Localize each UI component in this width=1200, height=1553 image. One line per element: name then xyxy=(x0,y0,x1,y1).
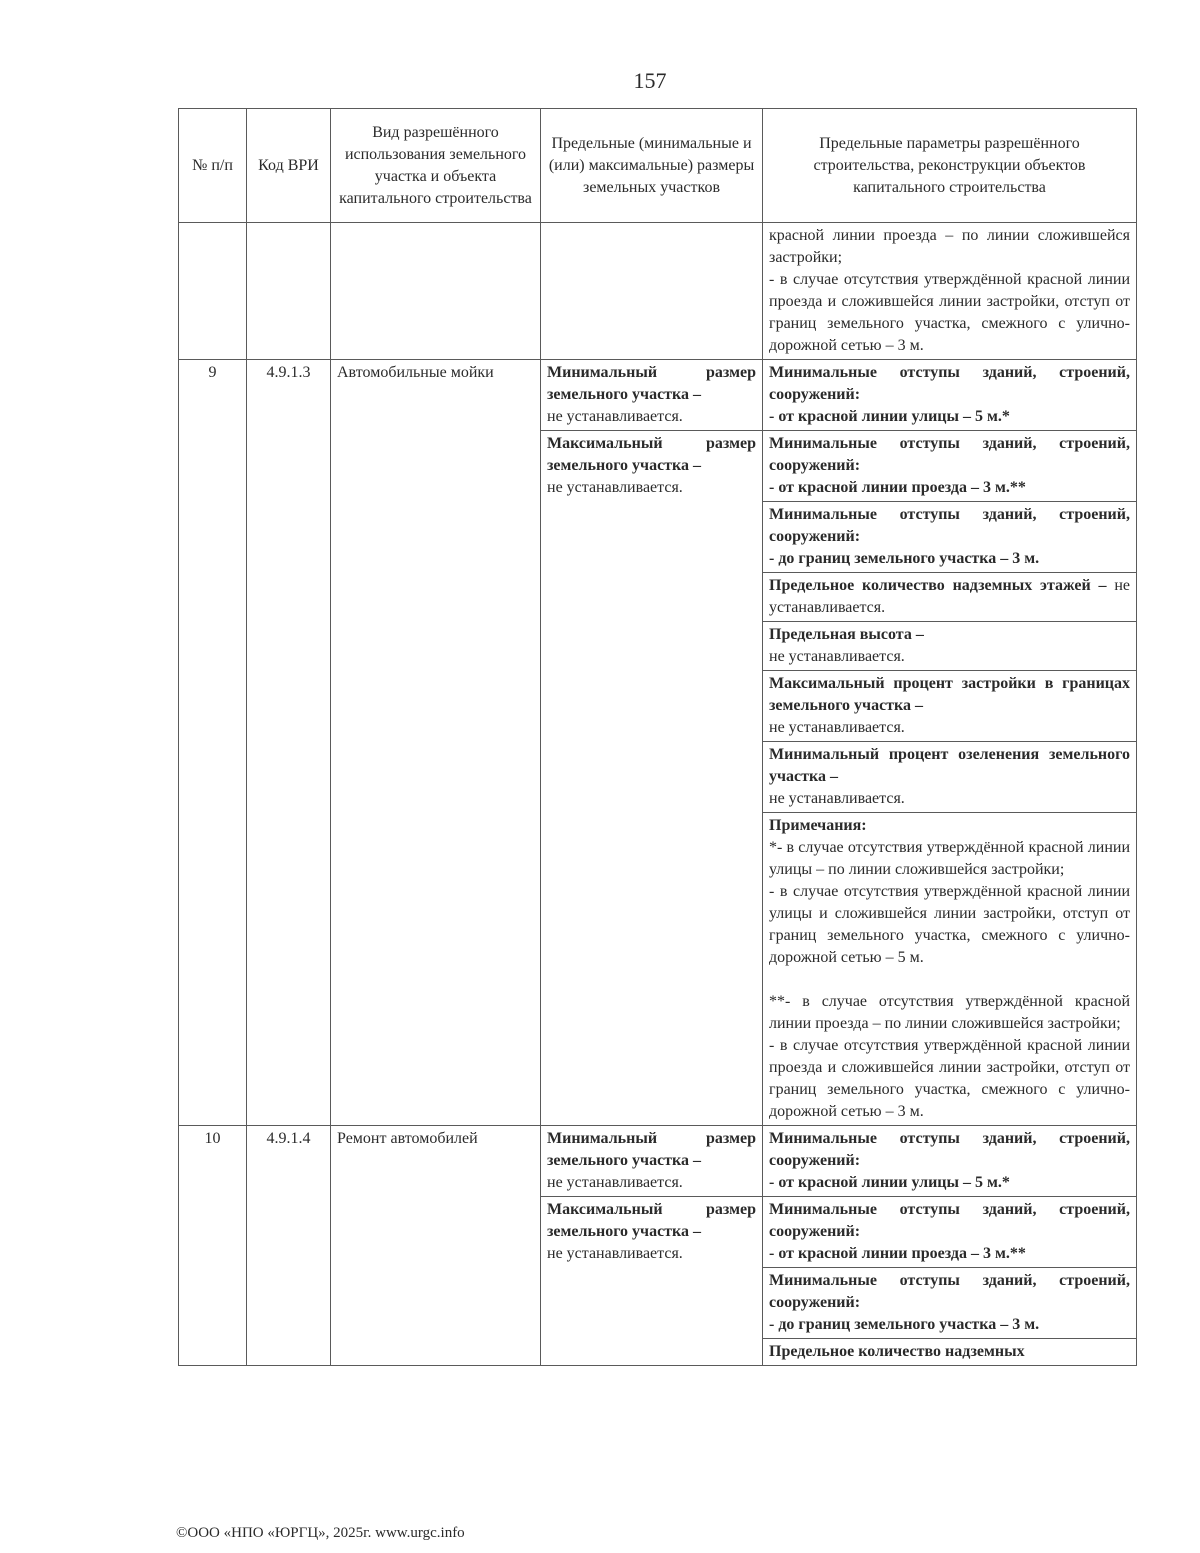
header-params: Предельные параметры разрешённого строительства, реконструкции объектов капитального строительства xyxy=(763,109,1137,223)
min-size-cell: Минимальный размер земельного участка – не устанавливается. xyxy=(541,360,763,431)
row-code: 4.9.1.4 xyxy=(247,1126,331,1366)
regulations-table-sheet xyxy=(178,108,1136,1366)
header-code: Код ВРИ xyxy=(247,109,331,223)
header-num: № п/п xyxy=(179,109,247,223)
table-row xyxy=(179,1126,1137,1197)
param-cell: Минимальные отступы зданий, строений, сооружений: - от красной линии улицы – 5 м.* xyxy=(763,360,1137,431)
row-num: 9 xyxy=(179,360,247,1126)
row-num: 10 xyxy=(179,1126,247,1366)
max-size-cell: Максимальный размер земельного участка – не устанавливается. xyxy=(541,431,763,1126)
page-number: 157 xyxy=(633,68,667,93)
header-type: Вид разрешённого использования земельного участка и объекта капитального строительства xyxy=(331,109,541,223)
row-code: 4.9.1.3 xyxy=(247,360,331,1126)
min-size-cell: Минимальный размер земельного участка – не устанавливается. xyxy=(541,1126,763,1197)
table-header-row xyxy=(179,109,1137,223)
param-cell: Предельное количество надземных этажей – не устанавливается. xyxy=(763,573,1137,622)
row-type: Ремонт автомобилей xyxy=(331,1126,541,1366)
param-cell: Минимальные отступы зданий, строений, сооружений: - до границ земельного участка – 3 м. xyxy=(763,1268,1137,1339)
param-cell: Предельная высота – не устанавливается. xyxy=(763,622,1137,671)
continuation-text: красной линии проезда – по линии сложившейся застройки; - в случае отсутствия утверждённой красной линии проезда и сложившейся линии застройки, отступ от границ земельного участка, смежного с улично-дорожной сетью – 3 м. xyxy=(763,223,1137,360)
row-type: Автомобильные мойки xyxy=(331,360,541,1126)
param-cell: Максимальный процент застройки в границах земельного участка – не устанавливается. xyxy=(763,671,1137,742)
param-cell: Минимальные отступы зданий, строений, сооружений: - от красной линии улицы – 5 м.* xyxy=(763,1126,1137,1197)
regulations-table xyxy=(178,108,1137,1366)
param-cell: Минимальные отступы зданий, строений, сооружений: - до границ земельного участка – 3 м. xyxy=(763,502,1137,573)
param-cell: Минимальный процент озеленения земельного участка – не устанавливается. xyxy=(763,742,1137,813)
param-cell: Минимальные отступы зданий, строений, сооружений: - от красной линии проезда – 3 м.** xyxy=(763,431,1137,502)
param-cell: Минимальные отступы зданий, строений, сооружений: - от красной линии проезда – 3 м.** xyxy=(763,1197,1137,1268)
max-size-cell: Максимальный размер земельного участка – не устанавливается. xyxy=(541,1197,763,1366)
header-size: Предельные (минимальные и (или) максимальные) размеры земельных участков xyxy=(541,109,763,223)
param-cell: Предельное количество надземных xyxy=(763,1339,1137,1366)
footer-copyright: ©ООО «НПО «ЮРГЦ», 2025г. www.urgc.info xyxy=(176,1525,465,1541)
table-row-continuation xyxy=(179,223,1137,360)
notes-cell: Примечания: *- в случае отсутствия утверждённой красной линии улицы – по линии сложившейся застройки; - в случае отсутствия утверждённой красной линии улицы и сложившейся линии застройки, отступ от границ земельного участка, смежного с улично-дорожной сетью – 5 м. **- в случае отсутствия утверждённой красной линии проезда – по линии сложившейся застройки; - в случае отсутствия утверждённой красной линии проезда и сложившейся линии застройки, отступ от границ земельного участка, смежного с улично-дорожной сетью – 3 м. xyxy=(763,813,1137,1126)
table-row xyxy=(179,360,1137,431)
